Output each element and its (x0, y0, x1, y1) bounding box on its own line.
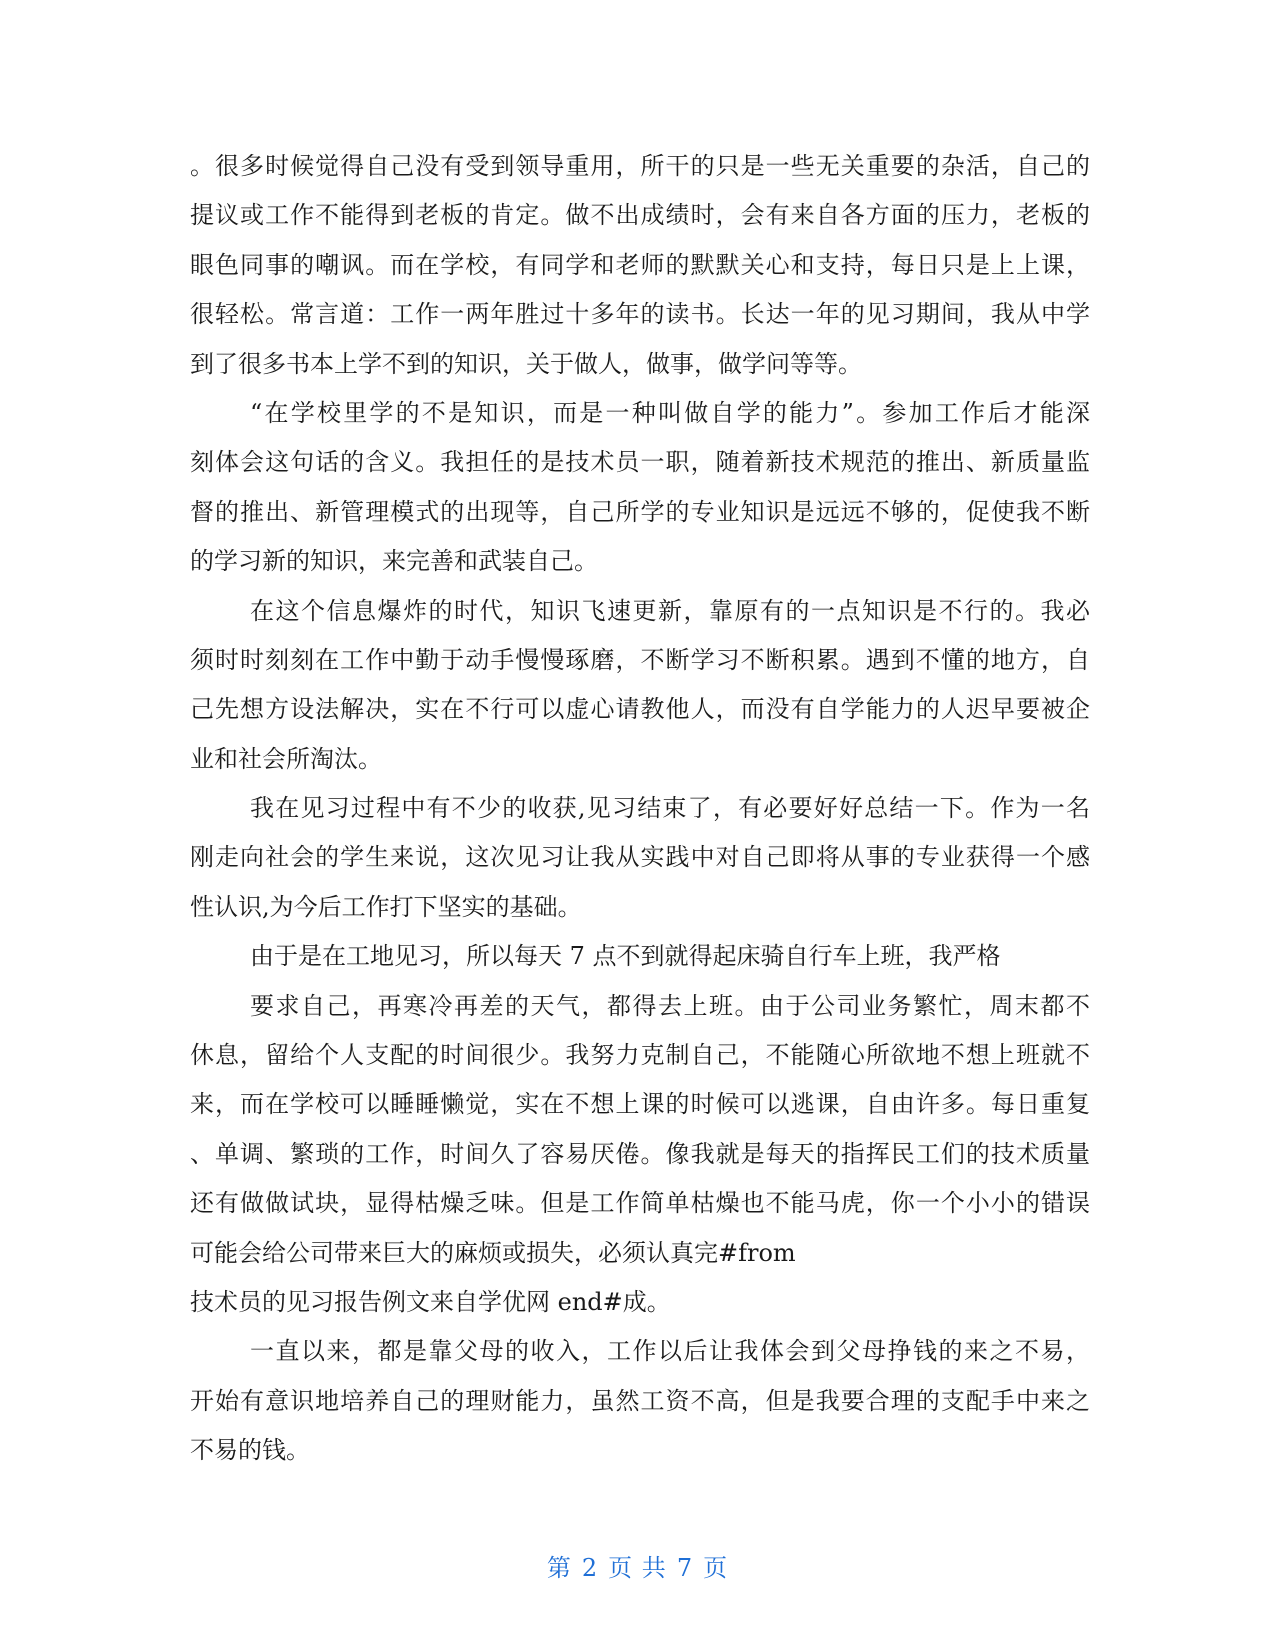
page-footer (0, 1548, 1275, 1583)
current-page-number: 2 (581, 1554, 599, 1582)
text-line: 我在见习过程中有不少的收获,见习结束了，有必要好好总结一下。作为一名 (250, 794, 1090, 823)
text-line: 可能会给公司带来巨大的麻烦或损失，必须认真完#from (190, 1238, 796, 1267)
text-line: 须时时刻刻在工作中勤于动手慢慢琢磨，不断学习不断积累。遇到不懂的地方，自 (190, 645, 1090, 674)
text-line: 。很多时候觉得自己没有受到领导重用，所干的只是一些无关重要的杂活，自己的 (190, 152, 1090, 180)
text-line: 由于是在工地见习，所以每天 7 点不到就得起床骑自行车上班，我严格 (250, 942, 1001, 971)
text-line: 一直以来，都是靠父母的收入，工作以后让我体会到父母挣钱的来之不易， (250, 1337, 1090, 1366)
text-line: 、单调、繁琐的工作，时间久了容易厌倦。像我就是每天的指挥民工们的技术质量 (190, 1139, 1090, 1168)
text-line: 很轻松。常言道：工作一两年胜过十多年的读书。长达一年的见习期间，我从中学 (190, 300, 1090, 329)
footer-middle: 页 共 (608, 1554, 667, 1582)
text-line: 来，而在学校可以睡睡懒觉，实在不想上课的时候可以逃课，自由许多。每日重复 (190, 1090, 1090, 1119)
text-line: 休息，留给个人支配的时间很少。我努力克制自己，不能随心所欲地不想上班就不 (190, 1041, 1090, 1070)
footer-prefix: 第 (546, 1554, 572, 1582)
text-line: 督的推出、新管理模式的出现等，自己所学的专业知识是远远不够的，促使我不断 (190, 497, 1090, 526)
footer-suffix: 页 (703, 1554, 729, 1582)
text-line: 提议或工作不能得到老板的肯定。做不出成绩时，会有来自各方面的压力，老板的 (190, 201, 1090, 230)
text-line: 开始有意识地培养自己的理财能力，虽然工资不高，但是我要合理的支配手中来之 (190, 1386, 1090, 1415)
text-line: 技术员的见习报告例文来自学优网 end#成。 (190, 1287, 671, 1316)
text-line: “在学校里学的不是知识，而是一种叫做自学的能力”。参加工作后才能深 (250, 398, 1090, 427)
text-line: 的学习新的知识，来完善和武装自己。 (190, 547, 598, 576)
text-line: 刻体会这句话的含义。我担任的是技术员一职，随着新技术规范的推出、新质量监 (190, 448, 1090, 477)
text-line: 业和社会所淘汰。 (190, 744, 382, 773)
text-line: 己先想方设法解决，实在不行可以虚心请教他人，而没有自学能力的人迟早要被企 (190, 695, 1090, 724)
text-line: 眼色同事的嘲讽。而在学校，有同学和老师的默默关心和支持，每日只是上上课， (190, 250, 1090, 279)
text-line: 还有做做试块，显得枯燥乏味。但是工作简单枯燥也不能马虎，你一个小小的错误 (190, 1189, 1090, 1218)
text-line: 在这个信息爆炸的时代，知识飞速更新，靠原有的一点知识是不行的。我必 (250, 596, 1090, 625)
text-line: 不易的钱。 (190, 1436, 310, 1465)
total-pages-number: 7 (676, 1554, 694, 1582)
text-line: 到了很多书本上学不到的知识，关于做人，做事，做学问等等。 (190, 349, 862, 378)
text-line: 性认识,为今后工作打下坚实的基础。 (190, 892, 582, 921)
document-body (190, 142, 1090, 1476)
text-line: 刚走向社会的学生来说，这次见习让我从实践中对自己即将从事的专业获得一个感 (190, 843, 1090, 872)
text-line: 要求自己，再寒冷再差的天气，都得去上班。由于公司业务繁忙，周末都不 (250, 991, 1090, 1020)
